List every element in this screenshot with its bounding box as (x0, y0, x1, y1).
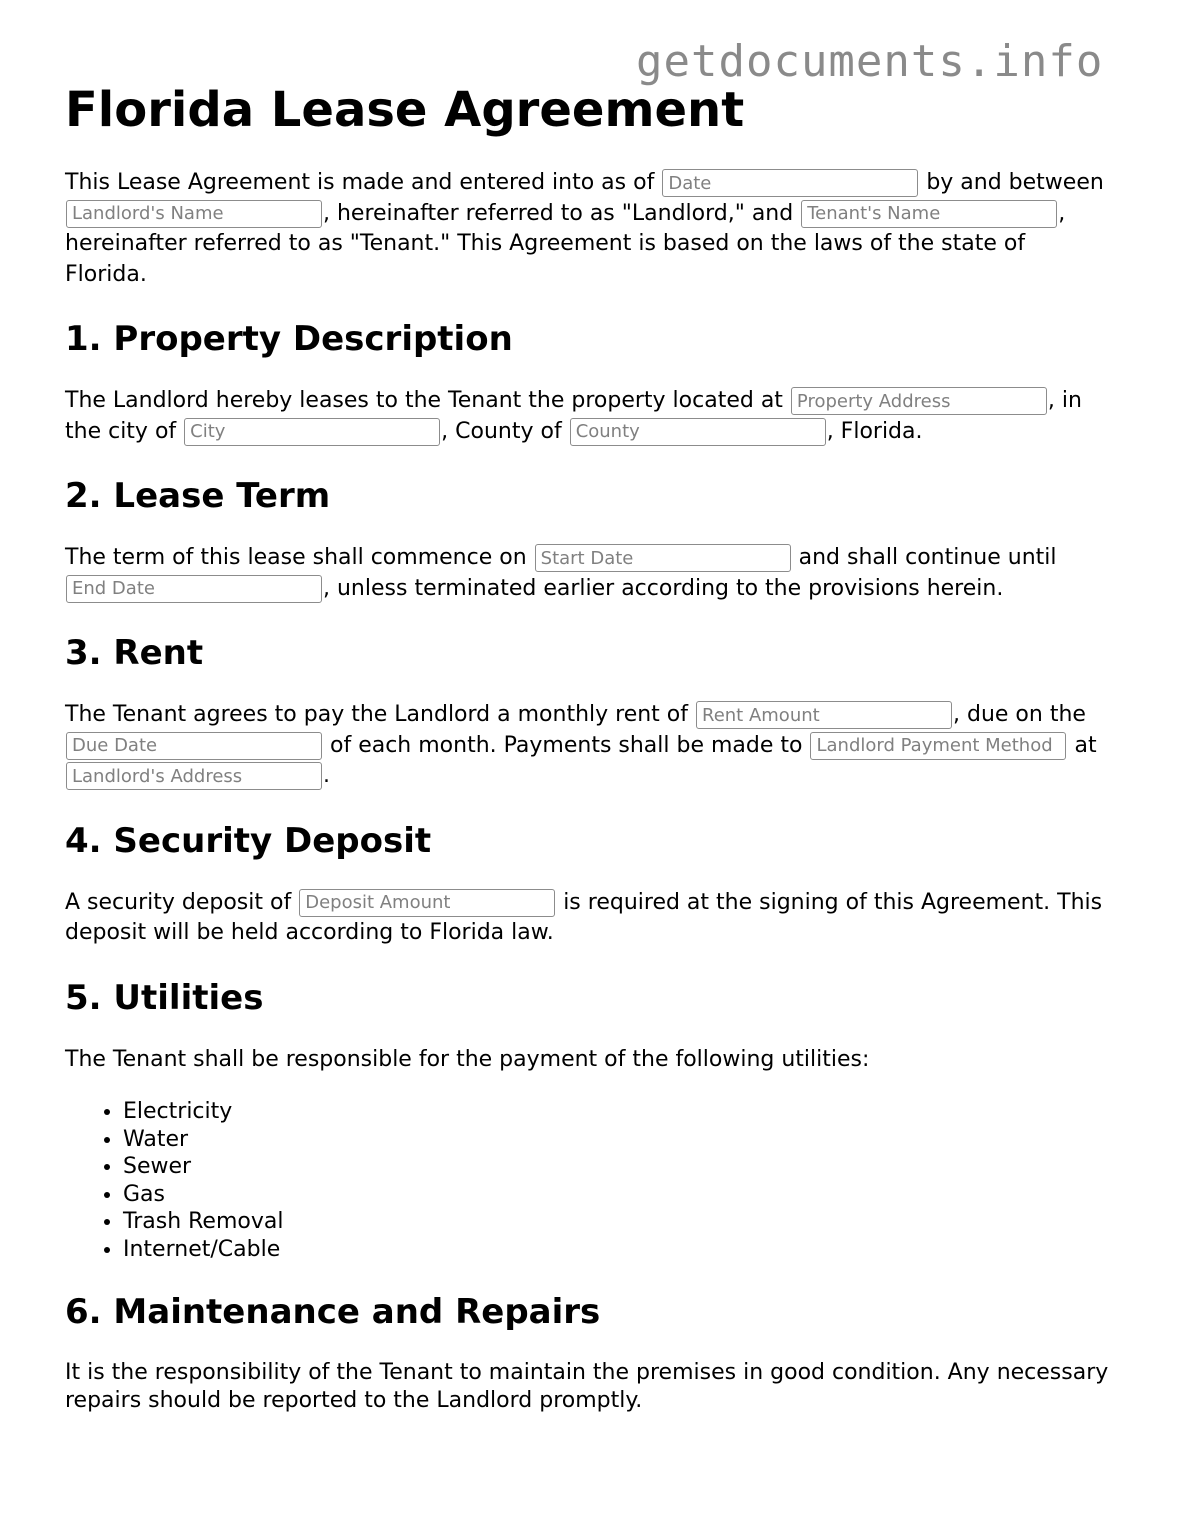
list-item: • Electricity (123, 1098, 1113, 1126)
term-text-2: and shall continue until (791, 545, 1057, 570)
term-text-1: The term of this lease shall commence on (65, 545, 534, 570)
section-term (65, 476, 1113, 604)
rent-text-3: of each month. Payments shall be made to (323, 732, 810, 758)
property-text-2: , in the city of (65, 388, 1082, 444)
list-item: • Sewer (123, 1153, 1113, 1181)
property-paragraph (65, 386, 1113, 447)
intro-text-4: , hereinafter referred to as "Tenant." This Agreement is based on the laws of the state of Florida. (65, 200, 1066, 287)
property-heading: 1. Property Description (65, 319, 513, 359)
rent-amount-input[interactable] (696, 701, 952, 729)
rent-paragraph (65, 700, 1113, 792)
maintenance-heading: 6. Maintenance and Repairs (65, 1292, 601, 1332)
start-date-input[interactable] (535, 544, 791, 572)
due-date-input[interactable] (66, 732, 322, 760)
section-rent (65, 633, 1113, 792)
term-text-3: , unless terminated earlier according to the provisions herein. (323, 575, 1004, 601)
list-item: • Trash Removal (123, 1208, 1113, 1236)
watermark: getdocuments.info (636, 36, 1104, 87)
landlord-address-input[interactable] (66, 762, 322, 790)
utilities-list (65, 1098, 1113, 1263)
landlord-name-input[interactable] (66, 200, 322, 228)
property-address-input[interactable] (791, 387, 1047, 415)
property-text-3: , County of (441, 418, 569, 444)
tenant-name-input[interactable] (801, 200, 1057, 228)
deposit-heading: 4. Security Deposit (65, 820, 432, 861)
property-text-4: , Florida. (826, 418, 923, 444)
rent-text-5: . (323, 763, 330, 788)
intro-text-3: , hereinafter referred to as "Landlord," and (323, 200, 801, 226)
section-property (65, 319, 1113, 447)
rent-text-2: , due on the (953, 702, 1086, 727)
rent-text-4: at (1067, 732, 1097, 758)
payment-method-input[interactable] (810, 732, 1066, 760)
section-utilities (65, 978, 1113, 1264)
deposit-paragraph (65, 888, 1113, 949)
deposit-amount-input[interactable] (299, 889, 555, 917)
list-item: • Water (123, 1126, 1113, 1154)
intro-paragraph (65, 168, 1113, 290)
deposit-text-1: A security deposit of (65, 889, 299, 915)
county-input[interactable] (570, 418, 826, 446)
property-text-1: The Landlord hereby leases to the Tenant the property located at (65, 388, 790, 413)
maintenance-paragraph: It is the responsibility of the Tenant to maintain the premises in good condition. Any necessary repairs should be reported to the Landlord promptly. (65, 1360, 1109, 1413)
city-input[interactable] (184, 418, 440, 446)
intro-text-2: by and between (919, 170, 1104, 195)
date-input[interactable] (662, 169, 918, 197)
utilities-heading: 5. Utilities (65, 977, 264, 1018)
rent-text-1: The Tenant agrees to pay the Landlord a monthly rent of (65, 702, 695, 727)
deposit-text-2: is required at the signing of this Agreement. This deposit will be held according to Florida law. (65, 889, 1103, 945)
rent-heading: 3. Rent (65, 633, 204, 673)
section-deposit (65, 821, 1113, 949)
end-date-input[interactable] (66, 575, 322, 603)
document-body (65, 80, 1113, 1444)
term-paragraph (65, 543, 1113, 604)
intro-text-1: This Lease Agreement is made and entered into as of (65, 170, 662, 195)
page-title: Florida Lease Agreement (65, 82, 745, 138)
list-item: • Gas (123, 1181, 1113, 1209)
list-item: • Internet/Cable (123, 1236, 1113, 1264)
section-maintenance (65, 1292, 1113, 1415)
term-heading: 2. Lease Term (65, 476, 331, 516)
utilities-paragraph: The Tenant shall be responsible for the payment of the following utilities: (65, 1046, 870, 1072)
